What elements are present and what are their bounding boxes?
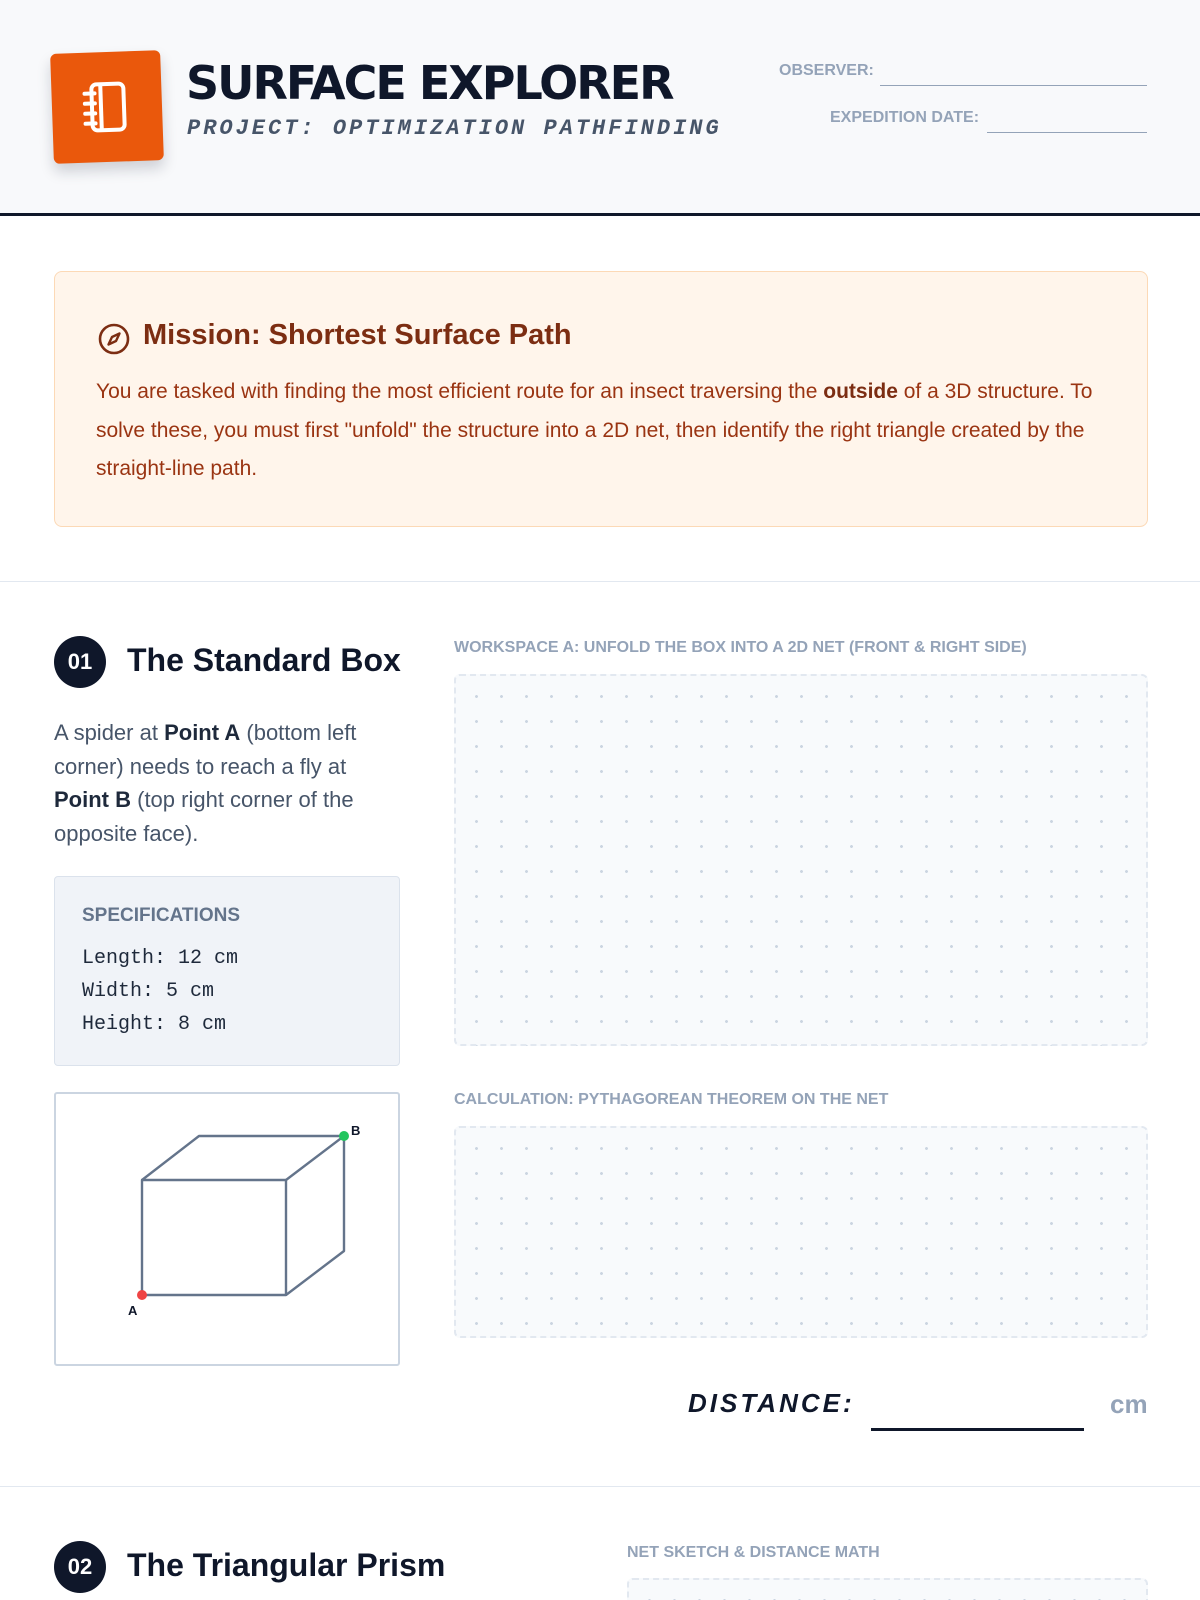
distance-label: DISTANCE: bbox=[688, 1388, 855, 1418]
calculation-area[interactable] bbox=[454, 1126, 1148, 1338]
problem-title: The Triangular Prism bbox=[127, 1547, 446, 1583]
spec-width: Width: 5 cm bbox=[82, 980, 215, 1003]
page-header bbox=[0, 0, 1200, 216]
calculation-label: CALCULATION: PYTHAGOREAN THEOREM ON THE NET bbox=[454, 1091, 889, 1108]
box-drawing bbox=[56, 1094, 398, 1364]
distance-unit: cm bbox=[1110, 1389, 1148, 1419]
mission-text: You are tasked with finding the most efficient route for an insect traversing the outside of a 3D structure. To solve these, you must first "unfold" the structure into a 2D net, then identify the right triangle created by the straight-line path. bbox=[96, 380, 1093, 480]
problem-number-badge: 02 bbox=[54, 1541, 106, 1593]
point-b-label: B bbox=[351, 1123, 361, 1138]
net-sketch-label: NET SKETCH & DISTANCE MATH bbox=[627, 1544, 880, 1561]
expedition-date-label: EXPEDITION DATE: bbox=[830, 109, 980, 126]
section-divider bbox=[0, 1486, 1200, 1487]
specifications-title: SPECIFICATIONS bbox=[82, 905, 240, 926]
net-sketch-area[interactable] bbox=[627, 1578, 1148, 1600]
spec-length: Length: 12 cm bbox=[82, 947, 239, 970]
spec-height: Height: 8 cm bbox=[82, 1013, 227, 1036]
notebook-icon bbox=[76, 76, 138, 138]
app-title: SURFACE EXPLORER bbox=[186, 56, 673, 110]
expedition-date-field[interactable] bbox=[987, 132, 1147, 133]
problem-description: A spider at Point A (bottom left corner) needs to reach a fly at Point B (top right corner of the opposite face). bbox=[54, 720, 357, 846]
point-a-label: A bbox=[128, 1303, 138, 1318]
specifications-panel bbox=[54, 876, 400, 1066]
compass-icon bbox=[97, 322, 131, 356]
project-subtitle: PROJECT: OPTIMIZATION PATHFINDING bbox=[187, 116, 722, 141]
workspace-a-area[interactable] bbox=[454, 674, 1148, 1046]
point-a-marker bbox=[137, 1290, 147, 1300]
point-b-marker bbox=[339, 1131, 349, 1141]
box-diagram bbox=[54, 1092, 400, 1366]
problem-number-badge: 01 bbox=[54, 636, 106, 688]
section-divider bbox=[0, 581, 1200, 582]
distance-answer-field[interactable] bbox=[871, 1428, 1084, 1431]
observer-field[interactable] bbox=[880, 85, 1147, 86]
problem-title: The Standard Box bbox=[127, 642, 401, 678]
logo bbox=[50, 50, 164, 164]
workspace-a-label: WORKSPACE A: UNFOLD THE BOX INTO A 2D NET (FRONT & RIGHT SIDE) bbox=[454, 639, 1027, 656]
mission-callout bbox=[54, 271, 1148, 527]
observer-label: OBSERVER: bbox=[779, 62, 874, 79]
mission-title: Mission: Shortest Surface Path bbox=[143, 319, 572, 351]
